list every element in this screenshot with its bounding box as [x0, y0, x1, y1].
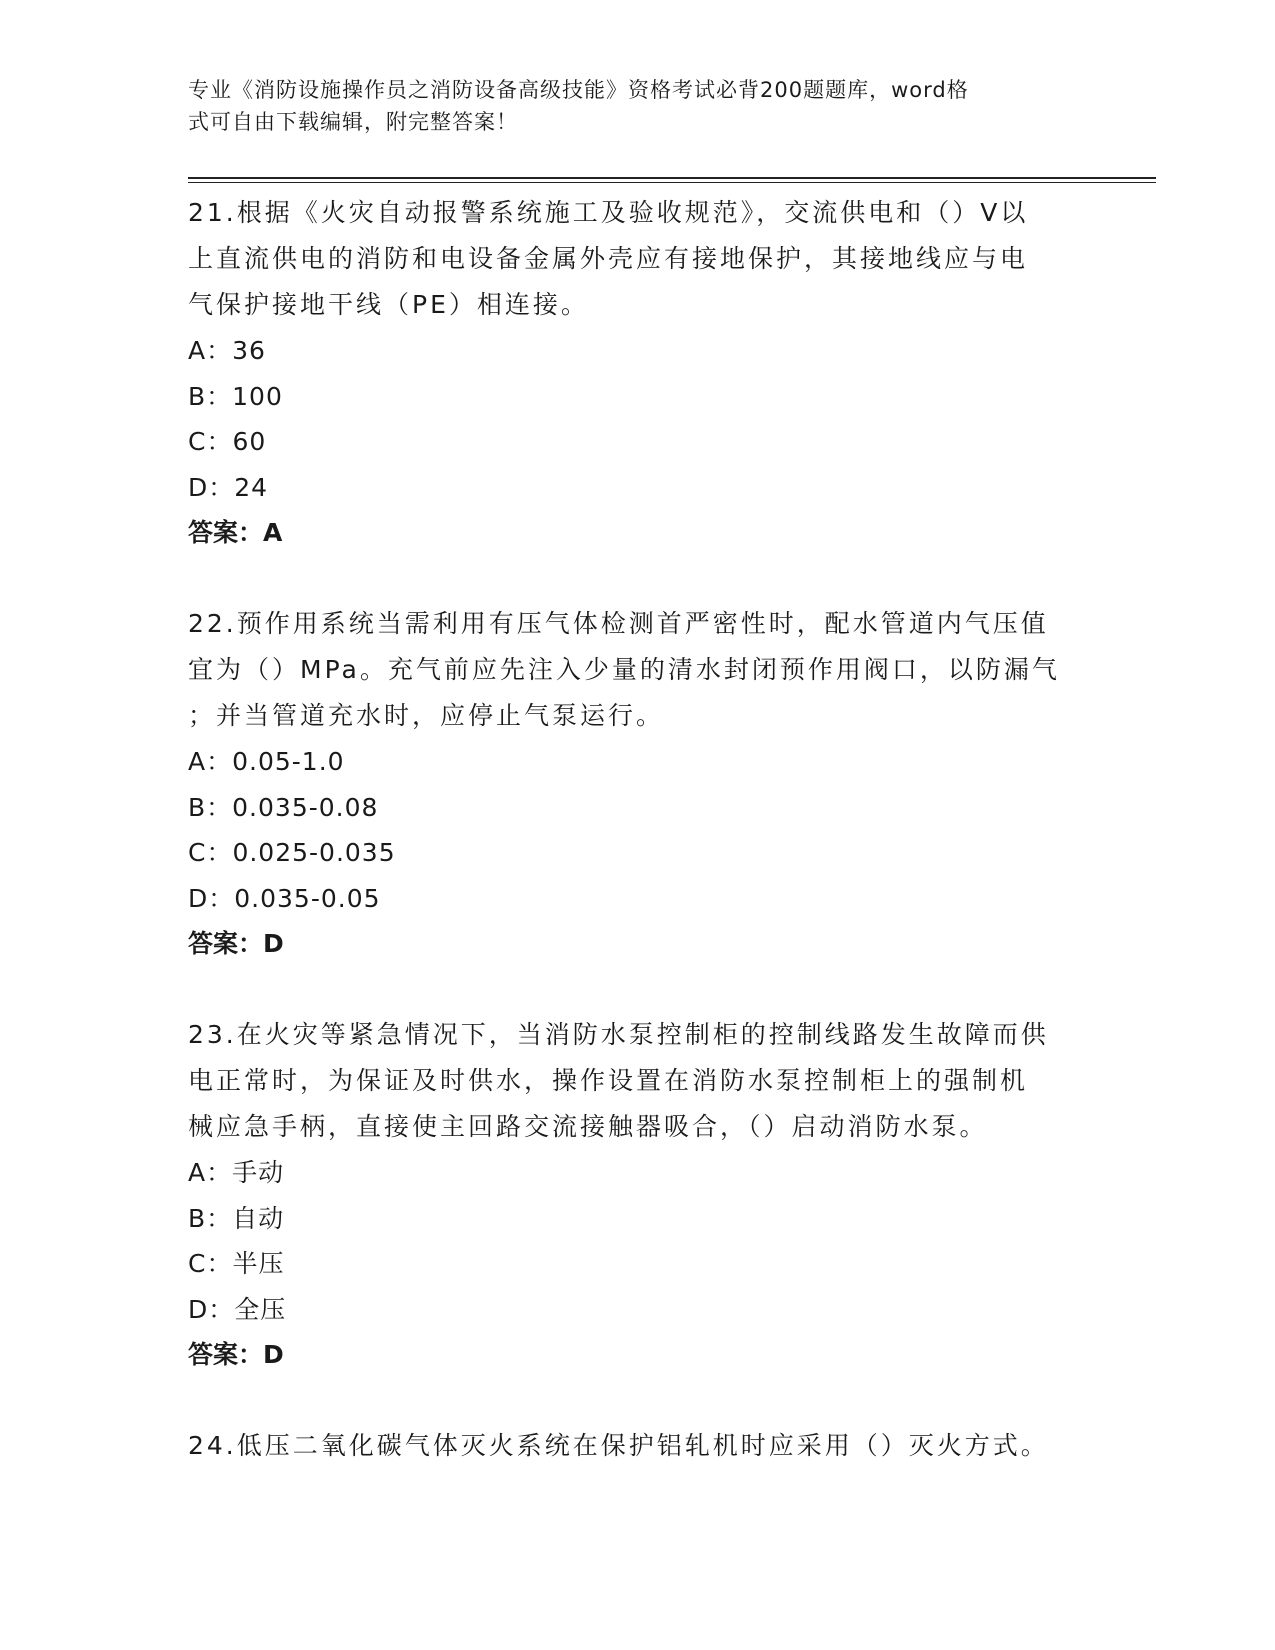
option-c: C：半压: [188, 1249, 285, 1278]
option-d: D：0.035-0.05: [188, 883, 381, 913]
option-c: C：60: [188, 427, 267, 456]
question-text-line: 电正常时，为保证及时供水，操作设置在消防水泵控制柜上的强制机: [188, 1066, 1029, 1095]
question-text-line: 械应急手柄，直接使主回路交流接触器吸合，（）启动消防水泵。: [188, 1112, 988, 1141]
question-24: [188, 1423, 1088, 1469]
question-text-line: 21.根据《火灾自动报警系统施工及验收规范》，交流供电和（）V以: [188, 198, 1029, 227]
question-text-line: 气保护接地干线（PE）相连接。: [188, 290, 589, 319]
question-text-line: 上直流供电的消防和电设备金属外壳应有接地保护，其接地线应与电: [188, 244, 1029, 273]
header-line-1: 专业《消防设施操作员之消防设备高级技能》资格考试必背200题题库，word格: [188, 78, 969, 102]
header-divider-thick: [188, 177, 1156, 179]
option-a: A：手动: [188, 1158, 285, 1187]
question-text-line: 22.预作用系统当需利用有压气体检测首严密性时，配水管道内气压值: [188, 609, 1049, 638]
answer-label: 答案：D: [188, 929, 284, 958]
option-a: A：36: [188, 336, 266, 365]
question-text-line: ；并当管道充水时，应停止气泵运行。: [188, 701, 665, 730]
option-a: A：0.05-1.0: [188, 747, 345, 776]
document-header: [188, 74, 1068, 138]
question-23: [188, 1012, 1088, 1378]
question-text-line: 宜为（）MPa。充气前应先注入少量的清水封闭预作用阀口，以防漏气: [188, 655, 1060, 684]
answer-label: 答案：A: [188, 518, 283, 547]
option-d: D：全压: [188, 1294, 287, 1324]
header-divider-thin: [188, 182, 1156, 183]
question-list: [188, 190, 1088, 1514]
question-text-line: 24.低压二氧化碳气体灭火系统在保护铝轧机时应采用（）灭火方式。: [188, 1431, 1049, 1460]
option-c: C：0.025-0.035: [188, 838, 396, 867]
option-b: B：100: [188, 381, 283, 411]
question-22: [188, 601, 1088, 967]
option-b: B：自动: [188, 1203, 285, 1233]
option-b: B：0.035-0.08: [188, 792, 379, 822]
answer-label: 答案：D: [188, 1340, 284, 1369]
question-text-line: 23.在火灾等紧急情况下，当消防水泵控制柜的控制线路发生故障而供: [188, 1020, 1049, 1049]
option-d: D：24: [188, 472, 269, 502]
header-line-2: 式可自由下载编辑，附完整答案！: [188, 110, 518, 134]
question-21: [188, 190, 1088, 556]
